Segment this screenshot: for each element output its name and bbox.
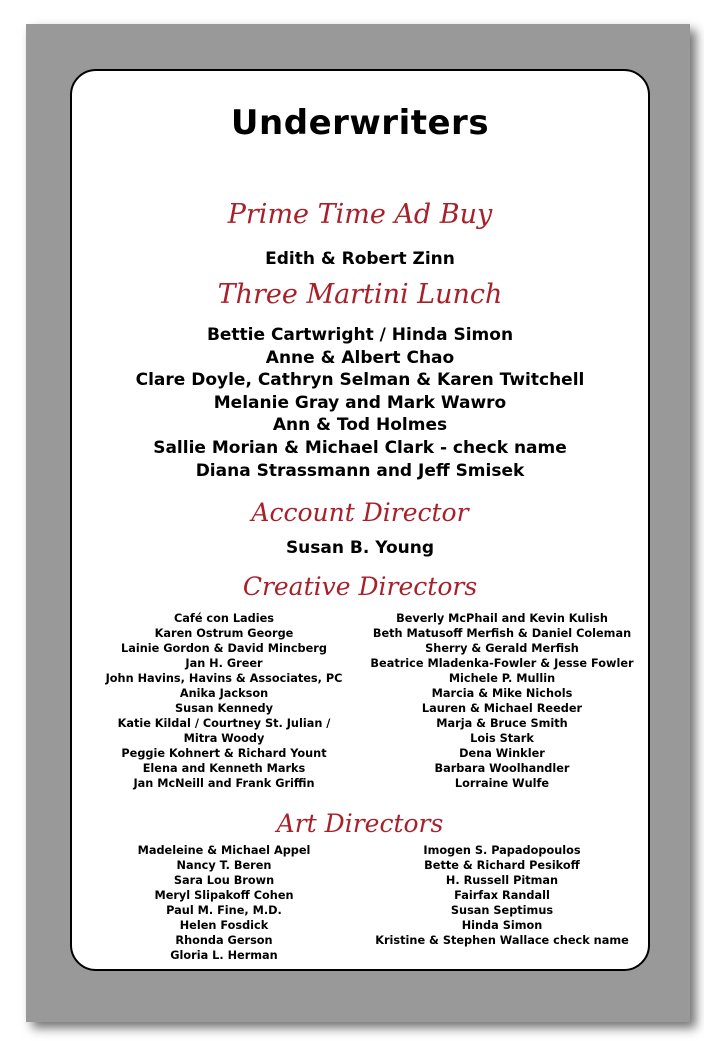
list-item: Sherry & Gerald Merfish — [425, 642, 579, 655]
list-item: Karen Ostrum George — [154, 627, 294, 640]
list-item: Bettie Cartwright / Hinda Simon — [206, 325, 514, 345]
list-item: Elena and Kenneth Marks — [142, 762, 306, 775]
list-item: John Havins, Havins & Associates, PC — [105, 672, 343, 685]
list-item: Beth Matusoff Merfish & Daniel Coleman — [372, 627, 632, 640]
list-item: Diana Strassmann and Jeff Smisek — [195, 460, 525, 481]
list-item: Sallie Morian & Michael Clark - check name — [153, 437, 567, 458]
account-director-name: Susan B. Young — [285, 538, 435, 558]
list-item: Anne & Albert Chao — [265, 347, 455, 368]
list-item: Melanie Gray and Mark Wawro — [213, 392, 507, 413]
list-item: Marja & Bruce Smith — [436, 717, 568, 730]
underwriters-card — [70, 69, 650, 971]
list-item: Lorraine Wulfe — [454, 777, 550, 790]
list-item: Madeleine & Michael Appel — [137, 844, 311, 857]
list-item: Sara Lou Brown — [173, 874, 275, 887]
list-item: Susan Kennedy — [175, 702, 273, 715]
list-item: Katie Kildal / Courtney St. Julian / — [117, 717, 331, 730]
creative-directors-left-column — [96, 611, 352, 791]
page-title: Underwriters — [230, 103, 490, 143]
list-item: Marcia & Mike Nichols — [431, 687, 573, 700]
list-item: Lainie Gordon & David Mincberg — [121, 642, 327, 655]
art-directors-left-column — [96, 843, 352, 963]
gray-frame — [26, 24, 690, 1022]
list-item: Peggie Kohnert & Richard Yount — [121, 747, 327, 760]
list-item: Barbara Woolhandler — [434, 762, 570, 775]
tier-heading-account-director: Account Director — [251, 498, 469, 527]
list-item: Mitra Woody — [183, 732, 265, 745]
list-item: Gloria L. Herman — [170, 949, 278, 962]
list-item: Kristine & Stephen Wallace check name — [375, 934, 629, 947]
list-item: Rhonda Gerson — [175, 934, 273, 947]
list-item: Bette & Richard Pesikoff — [424, 859, 580, 872]
tier-heading-three-martini: Three Martini Lunch — [217, 279, 503, 310]
list-item: Helen Fosdick — [179, 919, 269, 932]
list-item: Lois Stark — [470, 732, 534, 745]
list-item: Beverly McPhail and Kevin Kulish — [396, 612, 608, 625]
prime-time-name: Edith & Robert Zinn — [265, 249, 455, 269]
tier-heading-art-directors: Art Directors — [276, 809, 444, 838]
list-item: H. Russell Pitman — [445, 874, 559, 887]
list-item: Paul M. Fine, M.D. — [166, 904, 282, 917]
list-item: Imogen S. Papadopoulos — [423, 844, 581, 857]
list-item: Lauren & Michael Reeder — [421, 702, 583, 715]
list-item: Café con Ladies — [173, 612, 275, 625]
list-item: Dena Winkler — [459, 747, 545, 760]
list-item: Susan Septimus — [450, 904, 554, 917]
list-item: Anika Jackson — [179, 687, 269, 700]
art-directors-right-column — [362, 843, 642, 948]
list-item: Hinda Simon — [461, 919, 543, 932]
tier-heading-prime-time: Prime Time Ad Buy — [227, 199, 493, 230]
three-martini-list — [72, 324, 648, 482]
list-item: Jan H. Greer — [185, 657, 263, 670]
list-item: Michele P. Mullin — [448, 672, 556, 685]
creative-directors-right-column — [362, 611, 642, 791]
list-item: Meryl Slipakoff Cohen — [154, 889, 294, 902]
list-item: Fairfax Randall — [454, 889, 550, 902]
list-item: Ann & Tod Holmes — [272, 415, 448, 436]
list-item: Clare Doyle, Cathryn Selman & Karen Twitchell — [135, 370, 585, 391]
list-item: Nancy T. Beren — [176, 859, 272, 872]
list-item: Jan McNeill and Frank Griffin — [133, 777, 315, 790]
list-item: Beatrice Mladenka-Fowler & Jesse Fowler — [370, 657, 634, 670]
tier-heading-creative-directors: Creative Directors — [242, 572, 478, 601]
